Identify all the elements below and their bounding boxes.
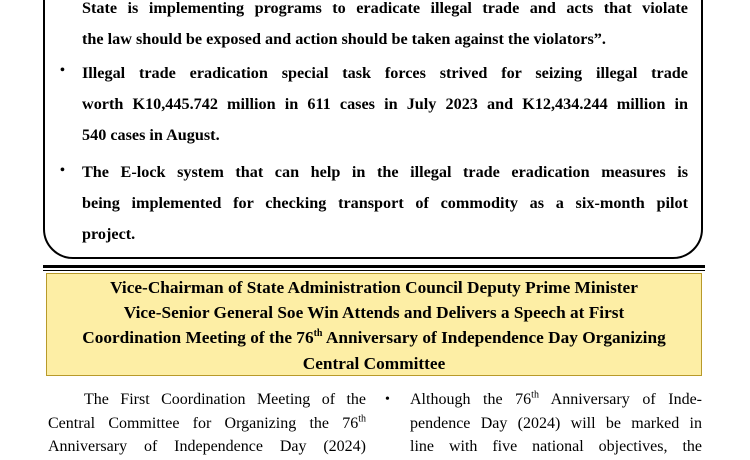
bullet-3-line-2: being implemented for checking transport of commodity as a six-month pilot bbox=[82, 194, 688, 212]
headline-line-2: Vice-Senior General Soe Win Attends and Delivers a Speech at First bbox=[123, 303, 625, 323]
left-ordinal-sup: th bbox=[358, 413, 366, 425]
headline-line-3-start: Coordination Meeting of the 76 bbox=[82, 328, 314, 348]
headline-line-1: Vice-Chairman of State Administration Council Deputy Prime Minister bbox=[110, 278, 638, 297]
headline-ordinal-sup: th bbox=[313, 328, 323, 340]
right-line-3: line with five national objectives, the bbox=[410, 438, 702, 455]
right-line-2: pendence Day (2024) will be marked in bbox=[410, 414, 702, 432]
right-line-1 bbox=[410, 388, 702, 412]
left-line-2 bbox=[48, 412, 366, 436]
left-line-1: The First Coordination Meeting of the bbox=[84, 391, 366, 408]
article-headline bbox=[46, 273, 702, 376]
right-ordinal-sup: th bbox=[531, 389, 539, 401]
bullet-3-symbol: • bbox=[60, 163, 65, 178]
bullet-3-line-3: project. bbox=[82, 225, 136, 243]
headline-line-3 bbox=[47, 325, 701, 350]
right-line-1-start: Although the 76 bbox=[410, 391, 532, 408]
section-divider-thick bbox=[43, 265, 705, 268]
left-line-2-text: Central Committee for Organizing the 76 bbox=[48, 414, 359, 432]
right-line-1-end: Anniversary of Inde- bbox=[538, 391, 702, 408]
bullet-2-line-3: 540 cases in August. bbox=[82, 126, 220, 144]
right-column bbox=[410, 388, 702, 459]
bullet-3-text bbox=[82, 157, 688, 250]
bullet-1-line-2: the law should be exposed and action should be taken against the violators”. bbox=[82, 30, 606, 48]
headline-line-3-end: Anniversary of Independence Day Organizing bbox=[322, 328, 666, 348]
bullet-1-text bbox=[82, 0, 688, 55]
left-column bbox=[48, 388, 366, 459]
bullet-1-line-1: State is implementing programs to eradicate illegal trade and acts that violate bbox=[82, 0, 688, 17]
bullet-2-line-2: worth K10,445.742 million in 611 cases in July 2023 and K12,434.244 million in bbox=[82, 95, 688, 113]
bullet-2-symbol: • bbox=[60, 63, 65, 78]
left-line-3: Anniversary of Independence Day (2024) bbox=[48, 438, 366, 455]
headline-line-4: Central Committee bbox=[302, 353, 446, 373]
bullet-2-line-1: Illegal trade eradication special task forces strived for seizing illegal trade bbox=[82, 64, 688, 82]
right-bullet-symbol: • bbox=[385, 392, 390, 407]
bullet-2-text bbox=[82, 58, 688, 151]
section-divider-thin bbox=[43, 270, 705, 271]
bullet-3-line-1: The E-lock system that can help in the illegal trade eradication measures is bbox=[82, 163, 688, 181]
